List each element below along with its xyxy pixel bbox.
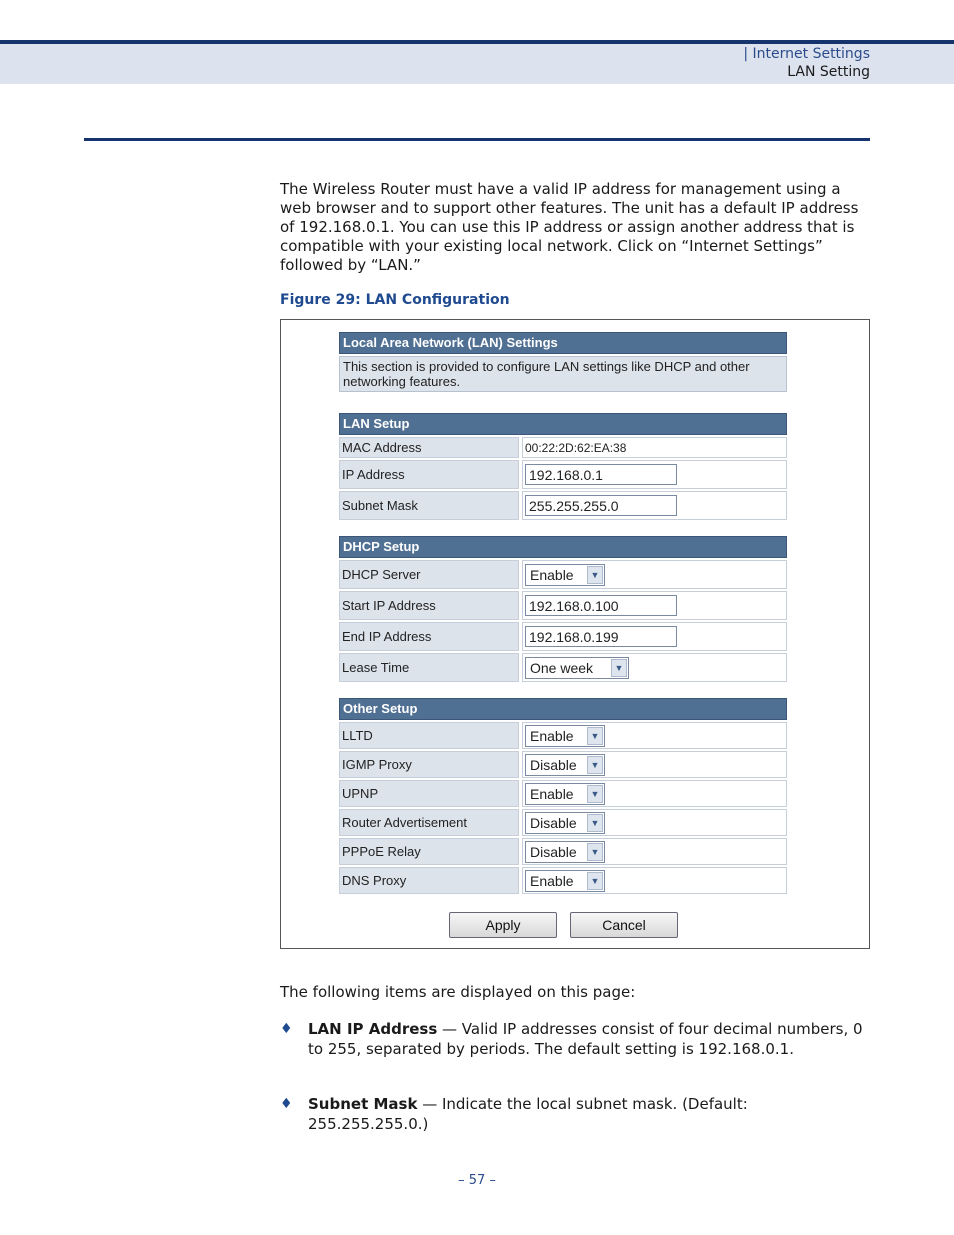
lan-settings-description: This section is provided to configure LAN settings like DHCP and other networking features. [339,356,787,392]
dhcp-server-select[interactable]: Enable ▼ [525,564,605,586]
other-setup-panel [339,698,787,894]
ip-address-input[interactable]: 192.168.0.1 [525,464,677,485]
mac-address-label: MAC Address [339,437,519,458]
mac-address-value: 00:22:2D:62:EA:38 [522,437,787,458]
other-setup-title: Other Setup [339,698,787,720]
chevron-down-icon: ▼ [587,843,603,861]
dhcp-server-label: DHCP Server [339,560,519,589]
section-rule [84,138,870,141]
ip-address-row [339,460,787,489]
diamond-bullet-icon: ♦ [280,1096,293,1112]
form-buttons [449,912,678,938]
igmp-proxy-select[interactable]: Disable ▼ [525,754,605,776]
igmp-proxy-label: IGMP Proxy [339,751,519,778]
chevron-down-icon: ▼ [587,872,603,890]
lan-settings-title: Local Area Network (LAN) Settings [339,332,787,354]
chevron-down-icon: ▼ [587,814,603,832]
lease-time-label: Lease Time [339,653,519,682]
diamond-bullet-icon: ♦ [280,1021,293,1037]
chevron-down-icon: ▼ [587,727,603,745]
subnet-mask-label: Subnet Mask [339,491,519,520]
bullet-text: — Valid IP addresses consist of four decimal numbers, 0 to 255, separated by periods. The default setting is 192.168.0.1. [308,1020,863,1058]
end-ip-label: End IP Address [339,622,519,651]
chevron-down-icon: ▼ [611,659,627,677]
dns-proxy-label: DNS Proxy [339,867,519,894]
apply-button[interactable]: Apply [449,912,557,938]
start-ip-label: Start IP Address [339,591,519,620]
lan-settings-panel [339,332,787,392]
dhcp-server-row [339,560,787,589]
lltd-label: LLTD [339,722,519,749]
lan-setup-title: LAN Setup [339,413,787,435]
items-intro: The following items are displayed on this page: [280,983,636,1001]
lease-time-row [339,653,787,682]
figure-caption: Figure 29: LAN Configuration [280,292,510,308]
intro-paragraph: The Wireless Router must have a valid IP address for management using a web browser and to support other features. The unit has a default IP address of 192.168.0.1. You can use this IP address or assign another address that is compatible with your existing local network. Click on “Internet Settings” followed by “LAN.” [280,180,859,274]
pppoe-relay-row [339,838,787,865]
pppoe-relay-label: PPPoE Relay [339,838,519,865]
chevron-down-icon: ▼ [587,756,603,774]
dhcp-setup-title: DHCP Setup [339,536,787,558]
pppoe-relay-select[interactable]: Disable ▼ [525,841,605,863]
bullet-term: Subnet Mask [308,1095,418,1113]
cancel-button[interactable]: Cancel [570,912,678,938]
start-ip-row [339,591,787,620]
dns-proxy-select[interactable]: Enable ▼ [525,870,605,892]
upnp-select[interactable]: Enable ▼ [525,783,605,805]
upnp-label: UPNP [339,780,519,807]
chevron-down-icon: ▼ [587,785,603,803]
header-section: | Internet Settings [743,46,870,62]
dns-proxy-row [339,867,787,894]
end-ip-row [339,622,787,651]
lltd-row [339,722,787,749]
igmp-proxy-row [339,751,787,778]
subnet-mask-input[interactable]: 255.255.255.0 [525,495,677,516]
mac-address-row [339,437,787,458]
router-advertisement-label: Router Advertisement [339,809,519,836]
ip-address-label: IP Address [339,460,519,489]
upnp-row [339,780,787,807]
dhcp-setup-panel [339,536,787,682]
start-ip-input[interactable]: 192.168.0.100 [525,595,677,616]
list-item [280,1094,870,1134]
figure-frame [280,319,870,949]
bullet-term: LAN IP Address [308,1020,438,1038]
lltd-select[interactable]: Enable ▼ [525,725,605,747]
lease-time-select[interactable]: One week ▼ [525,657,629,679]
router-advertisement-select[interactable]: Disable ▼ [525,812,605,834]
header-subsection: LAN Setting [787,64,870,80]
chevron-down-icon: ▼ [587,566,603,584]
page-number: – 57 – [458,1173,496,1188]
end-ip-input[interactable]: 192.168.0.199 [525,626,677,647]
list-item [280,1019,870,1059]
subnet-mask-row [339,491,787,520]
bullet-text: — Indicate the local subnet mask. (Default: 255.255.255.0.) [308,1095,748,1133]
lan-setup-panel [339,413,787,520]
router-advertisement-row [339,809,787,836]
